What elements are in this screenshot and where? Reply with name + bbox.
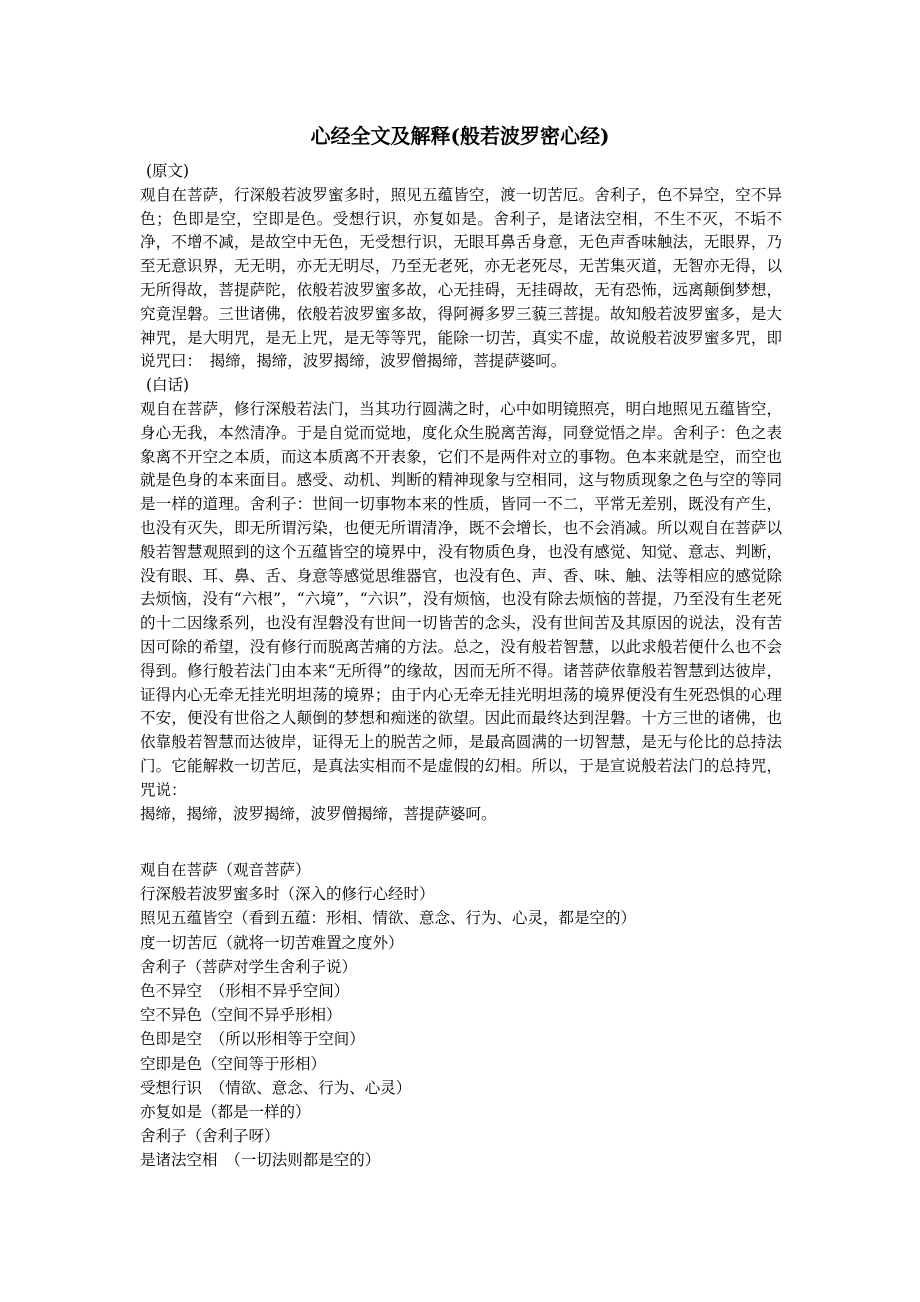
glossary-item: 空不异色（空间不异乎形相）: [140, 1006, 342, 1025]
glossary-item: 观自在菩萨（观音菩萨）: [140, 861, 311, 879]
glossary-item: 是诸法空相 （一切法则都是空的）: [140, 1151, 381, 1170]
glossary-item: 舍利子（菩萨对学生舍利子说）: [140, 957, 358, 976]
vernacular-text: 观自在菩萨，修行深般若法门，当其功行圆满之时，心中如明镜照亮，明白地照见五蕴皆空，身心无我，本然清净。于是自觉而觉地，度化众生脱离苦海，同登觉悟之岸。舍利子：色之表象离不开空之本质，而这本质离不开表象，它们不是两件对立的事物。色本来就是空，而空也就是色身的本来面目。感受、动机、判断的精神现象与空相同，这与物质现象之色与空的等同是一样的道理。舍利子：世间一切事物本来的性质，皆同一不二，平常无差别，既没有产生，也没有灭失，即无所谓污染，也便无所谓清净，既不会增长，也不会消减。所以观自在菩萨以般若智慧观照到的这个五蕴皆空的境界中，没有物质色身，也没有感觉、知觉、意志、判断，没有眼、耳、鼻、舌、身意等感觉思维器官，也没有色、声、香、味、触、法等相应的感觉除去烦恼，没有“六根”，“六境”，“六识”，没有烦恼，也没有除去烦恼的菩提，乃至没有生老死的十二因缘系列，也没有涅磐没有世间一切皆苦的念头，没有世间苦及其原因的说法，没有苦因可除的希望，没有修行而脱离苦痛的方法。总之，没有般若智慧，以此求般若便什么也不会得到。修行般若法门由本来“无所得”的缘故，因而无所不得。诸菩萨依靠般若智慧到达彼岸，证得内心无牵无挂光明坦荡的境界；由于内心无牵无挂光明坦荡的境界便没有生死恐惧的心理不安，便没有世俗之人颠倒的梦想和痴迷的欲望。因此而最终达到涅磐。十方三世的诸佛，也依靠般若智慧而达彼岸，证得无上的脱苦之师，是最高圆满的一切智慧，是无与伦比的总持法门。它能解救一切苦厄，是真法实相而不是虚假的幻相。所以，于是宣说般若法门的总持咒，咒说：: [140, 399, 782, 799]
original-text: 观自在菩萨，行深般若波罗蜜多时，照见五蕴皆空，渡一切苦厄。舍利子，色不异空，空不异色；色即是空，空即是色。受想行识，亦复如是。舍利子，是诸法空相，不生不灭，不垢不净，不增不减，是故空中无色，无受想行识，无眼耳鼻舌身意，无色声香味触法，无眼界，乃至无意识界，无无明，亦无无明尽，乃至无老死，亦无老死尽，无苦集灭道，无智亦无得，以无所得故，菩提萨陀，依般若波罗蜜多故，心无挂碍，无挂碍故，无有恐怖，远离颠倒梦想，究竟涅磐。三世诸佛，依般若波罗蜜多故，得阿褥多罗三藐三菩提。故知般若波罗蜜多，是大神咒，是大明咒，是无上咒，是无等等咒，能除一切苦，真实不虚，故说般若波罗蜜多咒，即说咒曰： 揭缔，揭缔，波罗揭缔，波罗僧揭缔，菩提萨婆呵。: [140, 185, 782, 371]
original-label: (原文): [146, 162, 190, 180]
glossary-item: 亦复如是（都是一样的）: [140, 1103, 311, 1122]
glossary-item: 色不异空 （形相不异乎空间）: [140, 982, 350, 1001]
vernacular-label: (白话): [146, 376, 190, 395]
glossary-item: 空即是色（空间等于形相）: [140, 1054, 327, 1073]
document-title: 心经全文及解释(般若波罗密心经): [310, 124, 610, 148]
glossary-item: 照见五蕴皆空（看到五蕴：形相、情欲、意念、行为、心灵，都是空的）: [140, 909, 637, 928]
glossary-item: 舍利子（舍利子呀）: [140, 1127, 280, 1146]
vernacular-mantra: 揭缔，揭缔，波罗揭缔，波罗僧揭缔，菩提萨婆呵。: [140, 804, 497, 823]
glossary-item: 色即是空 （所以形相等于空间）: [140, 1030, 365, 1049]
glossary-item: 度一切苦厄（就将一切苦难置之度外）: [140, 933, 404, 952]
glossary-item: 行深般若波罗蜜多时（深入的修行心经时）: [140, 885, 435, 904]
glossary-list: [140, 858, 782, 1173]
glossary-item: 受想行识 （情欲、意念、行为、心灵）: [140, 1078, 412, 1097]
document-body: [140, 160, 782, 826]
